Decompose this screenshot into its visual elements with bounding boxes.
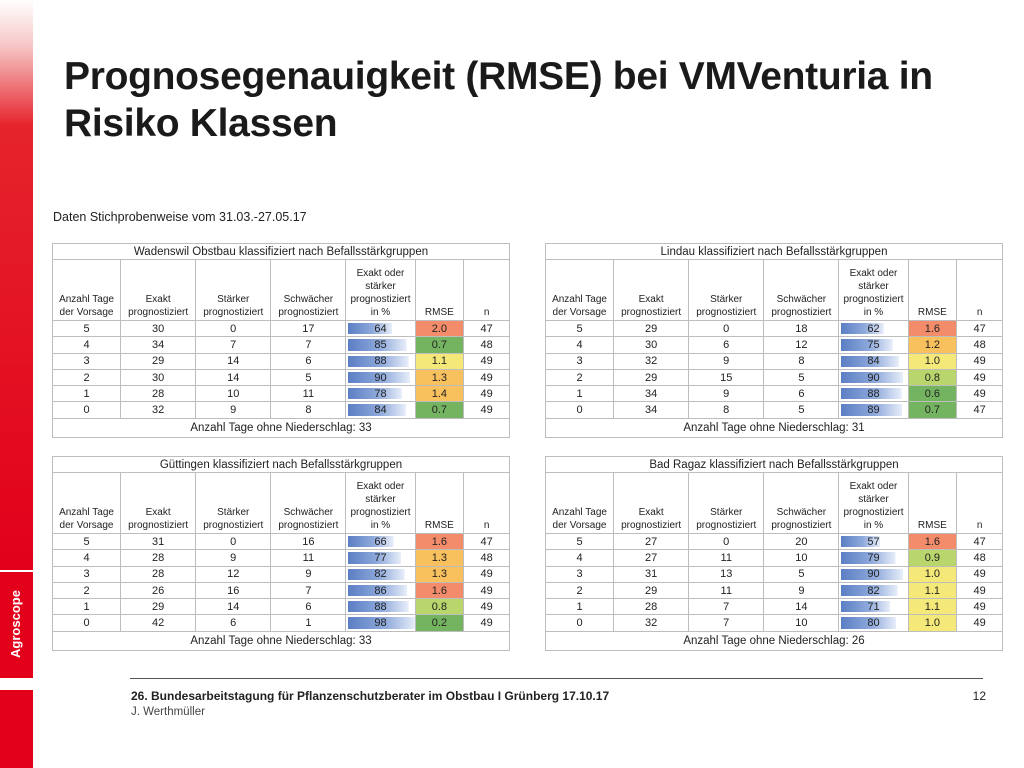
table-caption: Bad Ragaz klassifiziert nach Befallsstärkgruppen — [546, 457, 1003, 473]
header-pct: Exakt oder stärker prognostiziert in % — [346, 473, 415, 534]
table-row — [53, 615, 510, 631]
cell-rmse: 1.6 — [908, 321, 957, 337]
header-staerker: Stärker prognostiziert — [689, 473, 764, 534]
cell-exakt: 28 — [121, 386, 196, 402]
cell-exakt: 34 — [121, 337, 196, 353]
cell-n: 49 — [957, 353, 1003, 369]
table-caption: Güttingen klassifiziert nach Befallsstärkgruppen — [53, 457, 510, 473]
cell-schwaecher: 7 — [271, 337, 346, 353]
cell-staerker: 7 — [689, 615, 764, 631]
cell-exakt: 32 — [121, 402, 196, 418]
cell-pct: 88 — [346, 353, 415, 369]
cell-pct: 78 — [346, 386, 415, 402]
table-caption: Wadenswil Obstbau klassifiziert nach Befallsstärkgruppen — [53, 244, 510, 260]
cell-n: 49 — [957, 386, 1003, 402]
cell-rmse: 0.6 — [908, 386, 957, 402]
cell-n: 49 — [464, 582, 510, 598]
cell-staerker: 9 — [689, 386, 764, 402]
cell-tage: 4 — [546, 337, 614, 353]
table-caption: Lindau klassifiziert nach Befallsstärkgruppen — [546, 244, 1003, 260]
table-row — [53, 550, 510, 566]
table-bad-ragaz — [545, 456, 1003, 651]
header-rmse: RMSE — [908, 260, 957, 321]
cell-staerker: 6 — [689, 337, 764, 353]
cell-pct: 57 — [839, 534, 908, 550]
cell-rmse: 1.3 — [415, 566, 464, 582]
cell-tage: 3 — [546, 353, 614, 369]
cell-exakt: 27 — [614, 534, 689, 550]
cell-staerker: 14 — [196, 599, 271, 615]
cell-exakt: 28 — [121, 566, 196, 582]
cell-n: 47 — [464, 534, 510, 550]
cell-schwaecher: 10 — [764, 550, 839, 566]
cell-pct: 90 — [839, 566, 908, 582]
cell-pct: 85 — [346, 337, 415, 353]
cell-schwaecher: 5 — [764, 402, 839, 418]
cell-exakt: 30 — [121, 321, 196, 337]
cell-exakt: 29 — [614, 321, 689, 337]
cell-staerker: 9 — [689, 353, 764, 369]
cell-n: 49 — [957, 615, 1003, 631]
cell-schwaecher: 7 — [271, 582, 346, 598]
table-row — [546, 337, 1003, 353]
cell-pct: 89 — [839, 402, 908, 418]
cell-tage: 2 — [546, 369, 614, 385]
table-footer-dry-days: Anzahl Tage ohne Niederschlag: 26 — [546, 631, 1003, 650]
cell-tage: 4 — [546, 550, 614, 566]
cell-exakt: 26 — [121, 582, 196, 598]
slide-title: Prognosegenauigkeit (RMSE) bei VMVenturia in Risiko Klassen — [64, 55, 933, 145]
cell-rmse: 1.3 — [415, 550, 464, 566]
cell-rmse: 2.0 — [415, 321, 464, 337]
cell-exakt: 27 — [614, 550, 689, 566]
cell-tage: 1 — [53, 599, 121, 615]
cell-staerker: 16 — [196, 582, 271, 598]
cell-exakt: 32 — [614, 615, 689, 631]
cell-schwaecher: 5 — [764, 566, 839, 582]
cell-schwaecher: 8 — [271, 402, 346, 418]
cell-tage: 0 — [546, 402, 614, 418]
cell-staerker: 6 — [196, 615, 271, 631]
header-exakt: Exakt prognostiziert — [614, 260, 689, 321]
cell-rmse: 1.1 — [908, 599, 957, 615]
cell-pct: 62 — [839, 321, 908, 337]
cell-n: 49 — [464, 566, 510, 582]
cell-staerker: 10 — [196, 386, 271, 402]
cell-n: 49 — [957, 369, 1003, 385]
sidebar-bottom-bar — [0, 690, 33, 768]
header-staerker: Stärker prognostiziert — [196, 260, 271, 321]
cell-pct: 98 — [346, 615, 415, 631]
cell-staerker: 9 — [196, 402, 271, 418]
table-row — [53, 599, 510, 615]
cell-exakt: 28 — [121, 550, 196, 566]
cell-rmse: 1.1 — [908, 582, 957, 598]
header-tage: Anzahl Tage der Vorsage — [53, 260, 121, 321]
footer-event: 26. Bundesarbeitstagung für Pflanzenschutzberater im Obstbau I Grünberg 17.10.17 — [131, 689, 610, 703]
cell-staerker: 11 — [689, 550, 764, 566]
cell-pct: 64 — [346, 321, 415, 337]
cell-n: 48 — [957, 550, 1003, 566]
table-row — [546, 353, 1003, 369]
cell-schwaecher: 12 — [764, 337, 839, 353]
cell-exakt: 34 — [614, 402, 689, 418]
data-period-note: Daten Stichprobenweise vom 31.03.-27.05.17 — [53, 210, 307, 224]
header-exakt: Exakt prognostiziert — [121, 473, 196, 534]
table-row — [546, 534, 1003, 550]
table-footer-dry-days: Anzahl Tage ohne Niederschlag: 31 — [546, 418, 1003, 437]
header-tage: Anzahl Tage der Vorsage — [546, 260, 614, 321]
cell-n: 47 — [957, 321, 1003, 337]
header-rmse: RMSE — [415, 473, 464, 534]
cell-schwaecher: 18 — [764, 321, 839, 337]
table-row — [53, 353, 510, 369]
cell-n: 49 — [464, 402, 510, 418]
cell-pct: 90 — [839, 369, 908, 385]
cell-staerker: 11 — [689, 582, 764, 598]
cell-staerker: 9 — [196, 550, 271, 566]
table-row — [546, 369, 1003, 385]
cell-tage: 3 — [546, 566, 614, 582]
table-row — [53, 386, 510, 402]
header-staerker: Stärker prognostiziert — [196, 473, 271, 534]
table-lindau — [545, 243, 1003, 438]
header-n: n — [464, 260, 510, 321]
header-tage: Anzahl Tage der Vorsage — [546, 473, 614, 534]
table-wadenswil — [52, 243, 510, 438]
cell-schwaecher: 6 — [271, 353, 346, 369]
header-n: n — [464, 473, 510, 534]
cell-schwaecher: 9 — [271, 566, 346, 582]
cell-schwaecher: 10 — [764, 615, 839, 631]
cell-exakt: 29 — [614, 582, 689, 598]
table-guettingen — [52, 456, 510, 651]
cell-pct: 77 — [346, 550, 415, 566]
table-row — [53, 321, 510, 337]
cell-staerker: 15 — [689, 369, 764, 385]
cell-pct: 71 — [839, 599, 908, 615]
cell-tage: 5 — [53, 321, 121, 337]
cell-rmse: 0.2 — [415, 615, 464, 631]
table-footer-dry-days: Anzahl Tage ohne Niederschlag: 33 — [53, 631, 510, 650]
cell-staerker: 8 — [689, 402, 764, 418]
cell-staerker: 0 — [196, 534, 271, 550]
cell-staerker: 0 — [689, 321, 764, 337]
header-exakt: Exakt prognostiziert — [121, 260, 196, 321]
cell-n: 49 — [957, 566, 1003, 582]
header-rmse: RMSE — [908, 473, 957, 534]
cell-pct: 75 — [839, 337, 908, 353]
cell-n: 47 — [957, 402, 1003, 418]
cell-tage: 5 — [546, 321, 614, 337]
header-pct: Exakt oder stärker prognostiziert in % — [839, 473, 908, 534]
cell-pct: 88 — [346, 599, 415, 615]
cell-staerker: 13 — [689, 566, 764, 582]
table-row — [546, 566, 1003, 582]
cell-n: 49 — [464, 599, 510, 615]
cell-exakt: 30 — [614, 337, 689, 353]
cell-pct: 66 — [346, 534, 415, 550]
cell-exakt: 42 — [121, 615, 196, 631]
cell-tage: 5 — [546, 534, 614, 550]
header-n: n — [957, 260, 1003, 321]
footer-divider — [130, 678, 983, 679]
cell-staerker: 0 — [196, 321, 271, 337]
cell-schwaecher: 9 — [764, 582, 839, 598]
cell-tage: 4 — [53, 550, 121, 566]
header-schwaecher: Schwächer prognostiziert — [271, 473, 346, 534]
cell-tage: 2 — [546, 582, 614, 598]
cell-n: 48 — [464, 337, 510, 353]
brand-bar — [0, 572, 33, 678]
cell-rmse: 1.2 — [908, 337, 957, 353]
cell-tage: 0 — [546, 615, 614, 631]
cell-pct: 79 — [839, 550, 908, 566]
cell-schwaecher: 6 — [764, 386, 839, 402]
cell-rmse: 0.8 — [908, 369, 957, 385]
cell-schwaecher: 8 — [764, 353, 839, 369]
cell-rmse: 1.6 — [908, 534, 957, 550]
cell-rmse: 0.7 — [908, 402, 957, 418]
cell-rmse: 1.3 — [415, 369, 464, 385]
cell-pct: 84 — [346, 402, 415, 418]
header-schwaecher: Schwächer prognostiziert — [271, 260, 346, 321]
cell-n: 48 — [464, 550, 510, 566]
cell-rmse: 0.8 — [415, 599, 464, 615]
cell-rmse: 0.7 — [415, 402, 464, 418]
cell-n: 47 — [464, 321, 510, 337]
cell-exakt: 32 — [614, 353, 689, 369]
cell-rmse: 1.0 — [908, 566, 957, 582]
cell-schwaecher: 16 — [271, 534, 346, 550]
cell-rmse: 1.6 — [415, 534, 464, 550]
cell-staerker: 12 — [196, 566, 271, 582]
cell-staerker: 0 — [689, 534, 764, 550]
cell-schwaecher: 14 — [764, 599, 839, 615]
cell-exakt: 29 — [121, 599, 196, 615]
cell-exakt: 30 — [121, 369, 196, 385]
cell-pct: 80 — [839, 615, 908, 631]
table-row — [546, 550, 1003, 566]
table-row — [53, 534, 510, 550]
cell-schwaecher: 11 — [271, 550, 346, 566]
header-tage: Anzahl Tage der Vorsage — [53, 473, 121, 534]
cell-n: 49 — [464, 353, 510, 369]
table-row — [53, 337, 510, 353]
cell-schwaecher: 20 — [764, 534, 839, 550]
cell-tage: 0 — [53, 402, 121, 418]
cell-n: 49 — [464, 369, 510, 385]
header-pct: Exakt oder stärker prognostiziert in % — [346, 260, 415, 321]
header-rmse: RMSE — [415, 260, 464, 321]
cell-n: 49 — [464, 615, 510, 631]
cell-exakt: 34 — [614, 386, 689, 402]
cell-exakt: 31 — [614, 566, 689, 582]
table-row — [546, 599, 1003, 615]
brand-logo-text: Agroscope — [8, 590, 23, 658]
cell-exakt: 31 — [121, 534, 196, 550]
cell-exakt: 29 — [121, 353, 196, 369]
table-footer-dry-days: Anzahl Tage ohne Niederschlag: 33 — [53, 418, 510, 437]
cell-tage: 1 — [546, 386, 614, 402]
cell-schwaecher: 11 — [271, 386, 346, 402]
cell-n: 49 — [957, 582, 1003, 598]
cell-staerker: 7 — [196, 337, 271, 353]
cell-pct: 90 — [346, 369, 415, 385]
cell-pct: 86 — [346, 582, 415, 598]
table-row — [53, 402, 510, 418]
cell-n: 49 — [957, 599, 1003, 615]
cell-schwaecher: 6 — [271, 599, 346, 615]
table-row — [53, 566, 510, 582]
cell-rmse: 1.6 — [415, 582, 464, 598]
header-n: n — [957, 473, 1003, 534]
cell-pct: 82 — [839, 582, 908, 598]
cell-n: 49 — [464, 386, 510, 402]
cell-pct: 82 — [346, 566, 415, 582]
cell-tage: 2 — [53, 369, 121, 385]
cell-staerker: 7 — [689, 599, 764, 615]
table-row — [546, 582, 1003, 598]
cell-tage: 5 — [53, 534, 121, 550]
cell-rmse: 0.9 — [908, 550, 957, 566]
cell-n: 48 — [957, 337, 1003, 353]
header-exakt: Exakt prognostiziert — [614, 473, 689, 534]
header-schwaecher: Schwächer prognostiziert — [764, 473, 839, 534]
header-schwaecher: Schwächer prognostiziert — [764, 260, 839, 321]
cell-schwaecher: 17 — [271, 321, 346, 337]
table-row — [546, 321, 1003, 337]
table-row — [546, 386, 1003, 402]
table-row — [546, 402, 1003, 418]
cell-tage: 3 — [53, 566, 121, 582]
cell-n: 47 — [957, 534, 1003, 550]
cell-staerker: 14 — [196, 353, 271, 369]
sidebar-gradient-bar — [0, 0, 33, 570]
cell-schwaecher: 1 — [271, 615, 346, 631]
table-row — [546, 615, 1003, 631]
cell-exakt: 28 — [614, 599, 689, 615]
cell-schwaecher: 5 — [764, 369, 839, 385]
cell-schwaecher: 5 — [271, 369, 346, 385]
cell-tage: 3 — [53, 353, 121, 369]
cell-exakt: 29 — [614, 369, 689, 385]
cell-pct: 84 — [839, 353, 908, 369]
cell-tage: 1 — [546, 599, 614, 615]
cell-tage: 4 — [53, 337, 121, 353]
table-row — [53, 369, 510, 385]
cell-rmse: 1.1 — [415, 353, 464, 369]
cell-rmse: 1.0 — [908, 353, 957, 369]
cell-rmse: 0.7 — [415, 337, 464, 353]
table-row — [53, 582, 510, 598]
cell-rmse: 1.4 — [415, 386, 464, 402]
cell-staerker: 14 — [196, 369, 271, 385]
header-pct: Exakt oder stärker prognostiziert in % — [839, 260, 908, 321]
footer-author: J. Werthmüller — [131, 706, 205, 718]
cell-rmse: 1.0 — [908, 615, 957, 631]
cell-tage: 0 — [53, 615, 121, 631]
header-staerker: Stärker prognostiziert — [689, 260, 764, 321]
cell-tage: 2 — [53, 582, 121, 598]
cell-tage: 1 — [53, 386, 121, 402]
page-number: 12 — [972, 689, 986, 703]
cell-pct: 88 — [839, 386, 908, 402]
